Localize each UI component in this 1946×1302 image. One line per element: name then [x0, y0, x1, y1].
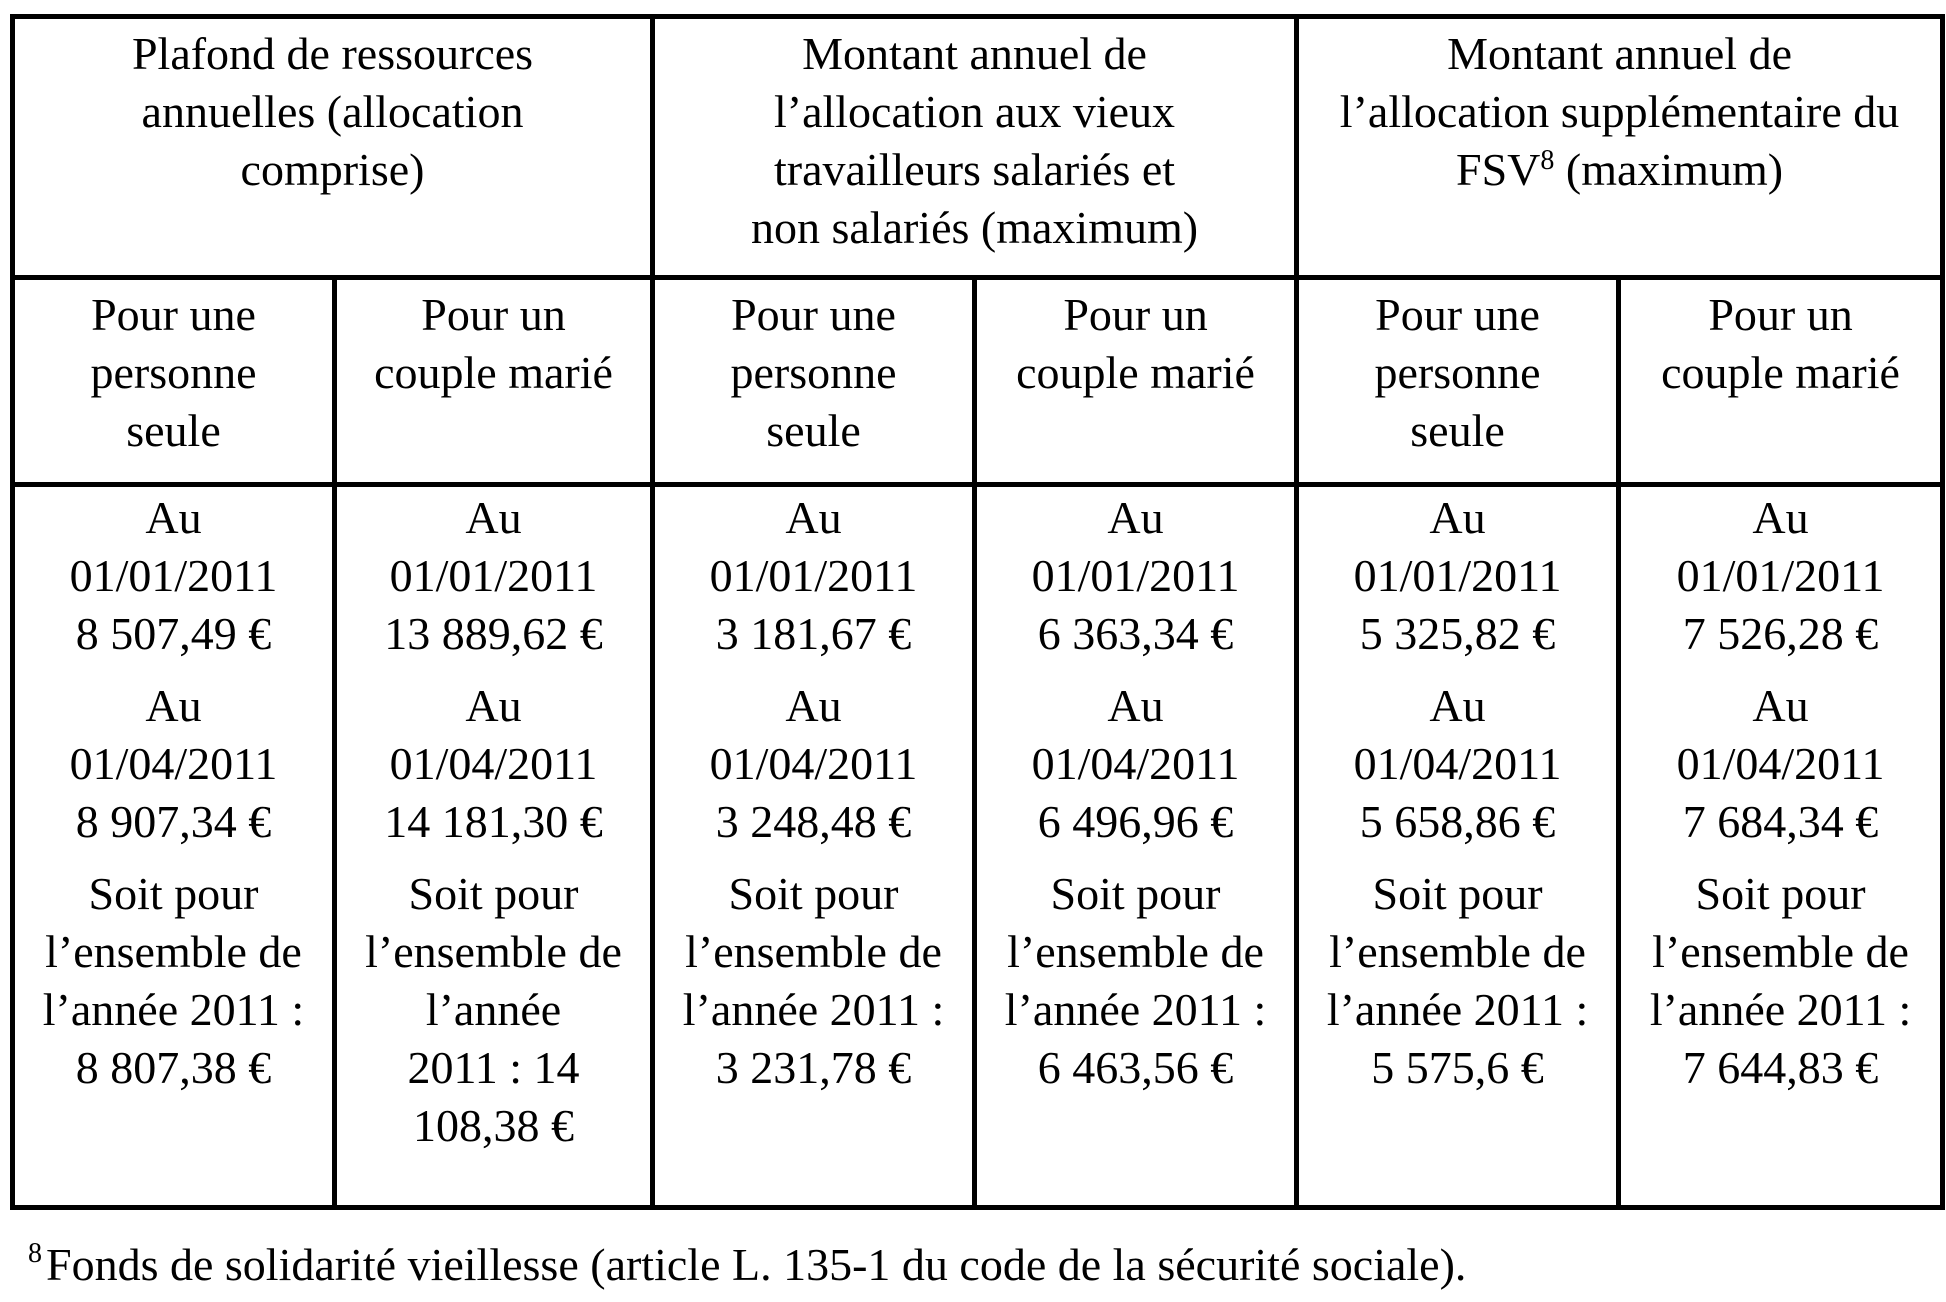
- subheader-couple-label: Pour un couple marié: [1661, 289, 1900, 398]
- header-fsv-tail: (maximum): [1554, 144, 1784, 195]
- amounts-cell-ceiling-couple: [335, 485, 653, 1208]
- entry-amount: 6 496,96 €: [1037, 796, 1234, 847]
- entry-label: Au: [465, 492, 522, 543]
- entry-amount: 6 363,34 €: [1037, 608, 1234, 659]
- entry-amount: 14 181,30 €: [384, 796, 603, 847]
- entry-jan-2011: [341, 489, 646, 663]
- footnote-text: Fonds de solidarité vieillesse (article L. 135-1 du code de la sécurité sociale).: [46, 1239, 1467, 1290]
- amounts-cell-fsv-single: [1297, 485, 1619, 1208]
- entry-amount: 5 325,82 €: [1359, 608, 1556, 659]
- footnote: [28, 1236, 1466, 1294]
- entry-date: 01/04/2011: [389, 738, 598, 789]
- entry-year-total: Soit pour l’ensemble de l’année 2011 : 3 231,78 €: [682, 868, 945, 1093]
- footnote-reference: 8: [1540, 145, 1555, 176]
- entry-label: Au: [145, 680, 202, 731]
- entry-date: 01/01/2011: [709, 550, 918, 601]
- entry-label: Au: [1752, 680, 1809, 731]
- subheader-couple-3: [1619, 278, 1943, 485]
- entry-date: 01/01/2011: [1031, 550, 1240, 601]
- entry-apr-2011: [19, 677, 328, 851]
- entry-amount: 5 658,86 €: [1359, 796, 1556, 847]
- entry-label: Au: [1429, 680, 1486, 731]
- amounts-row: [13, 485, 1943, 1208]
- entry-amount: 8 907,34 €: [75, 796, 272, 847]
- entry-date: 01/01/2011: [1353, 550, 1562, 601]
- amounts-cell-avts-single: [653, 485, 975, 1208]
- subheader-single-2: [653, 278, 975, 485]
- header-old-workers-allowance: [653, 17, 1297, 278]
- allowance-table-container: [10, 14, 1940, 1210]
- allowance-table: [10, 14, 1945, 1210]
- subheader-couple-label: Pour un couple marié: [1016, 289, 1255, 398]
- entry-amount: 3 248,48 €: [715, 796, 912, 847]
- entry-apr-2011: [659, 677, 968, 851]
- entry-label: Au: [465, 680, 522, 731]
- entry-jan-2011: [659, 489, 968, 663]
- entry-amount: 7 526,28 €: [1682, 608, 1879, 659]
- footnote-mark: 8: [28, 1238, 42, 1269]
- entry-date: 01/04/2011: [1676, 738, 1885, 789]
- entry-apr-2011: [1303, 677, 1612, 851]
- entry-label: Au: [1752, 492, 1809, 543]
- header-fsv-main: Montant annuel de l’allocation supplémentaire du FSV: [1339, 28, 1900, 195]
- entry-year-total: Soit pour l’ensemble de l’année 2011 : 8 807,38 €: [42, 868, 305, 1093]
- entry-jan-2011: [19, 489, 328, 663]
- header-row-household: [13, 278, 1943, 485]
- entry-amount: 8 507,49 €: [75, 608, 272, 659]
- entry-year-total: Soit pour l’ensemble de l’année 2011 : 6 463,56 €: [1004, 868, 1267, 1093]
- entry-label: Au: [1107, 492, 1164, 543]
- subheader-couple-2: [975, 278, 1297, 485]
- entry-jan-2011: [981, 489, 1290, 663]
- amounts-cell-ceiling-single: [13, 485, 335, 1208]
- entry-amount: 3 181,67 €: [715, 608, 912, 659]
- entry-year-total: Soit pour l’ensemble de l’année 2011 : 5 575,6 €: [1326, 868, 1589, 1093]
- subheader-couple-label: Pour un couple marié: [374, 289, 613, 398]
- entry-amount: 7 684,34 €: [1682, 796, 1879, 847]
- entry-label: Au: [785, 492, 842, 543]
- subheader-single-label: Pour une personne seule: [730, 289, 897, 456]
- subheader-single-1: [13, 278, 335, 485]
- entry-date: 01/01/2011: [389, 550, 598, 601]
- entry-date: 01/04/2011: [1031, 738, 1240, 789]
- entry-date: 01/01/2011: [69, 550, 278, 601]
- header-old-workers-allowance-label: Montant annuel de l’allocation aux vieux travailleurs salariés et non salariés (maximum): [750, 28, 1199, 253]
- header-row-groups: [13, 17, 1943, 278]
- amounts-cell-fsv-couple: [1619, 485, 1943, 1208]
- amounts-cell-avts-couple: [975, 485, 1297, 1208]
- header-resource-ceiling-label: Plafond de ressources annuelles (allocation comprise): [131, 28, 534, 195]
- entry-date: 01/01/2011: [1676, 550, 1885, 601]
- header-resource-ceiling: [13, 17, 653, 278]
- entry-label: Au: [785, 680, 842, 731]
- entry-label: Au: [1107, 680, 1164, 731]
- entry-apr-2011: [981, 677, 1290, 851]
- entry-date: 01/04/2011: [1353, 738, 1562, 789]
- entry-date: 01/04/2011: [709, 738, 918, 789]
- entry-label: Au: [145, 492, 202, 543]
- entry-label: Au: [1429, 492, 1486, 543]
- header-fsv-supplementary-allowance: [1297, 17, 1943, 278]
- entry-apr-2011: [341, 677, 646, 851]
- subheader-couple-1: [335, 278, 653, 485]
- entry-year-total: Soit pour l’ensemble de l’année 2011 : 14 108,38 €: [365, 868, 622, 1151]
- header-fsv-label: [1303, 25, 1936, 199]
- entry-apr-2011: [1625, 677, 1936, 851]
- entry-jan-2011: [1625, 489, 1936, 663]
- entry-date: 01/04/2011: [69, 738, 278, 789]
- entry-jan-2011: [1303, 489, 1612, 663]
- subheader-single-label: Pour une personne seule: [1374, 289, 1541, 456]
- entry-year-total: Soit pour l’ensemble de l’année 2011 : 7 644,83 €: [1649, 868, 1912, 1093]
- subheader-single-label: Pour une personne seule: [90, 289, 257, 456]
- entry-amount: 13 889,62 €: [384, 608, 603, 659]
- subheader-single-3: [1297, 278, 1619, 485]
